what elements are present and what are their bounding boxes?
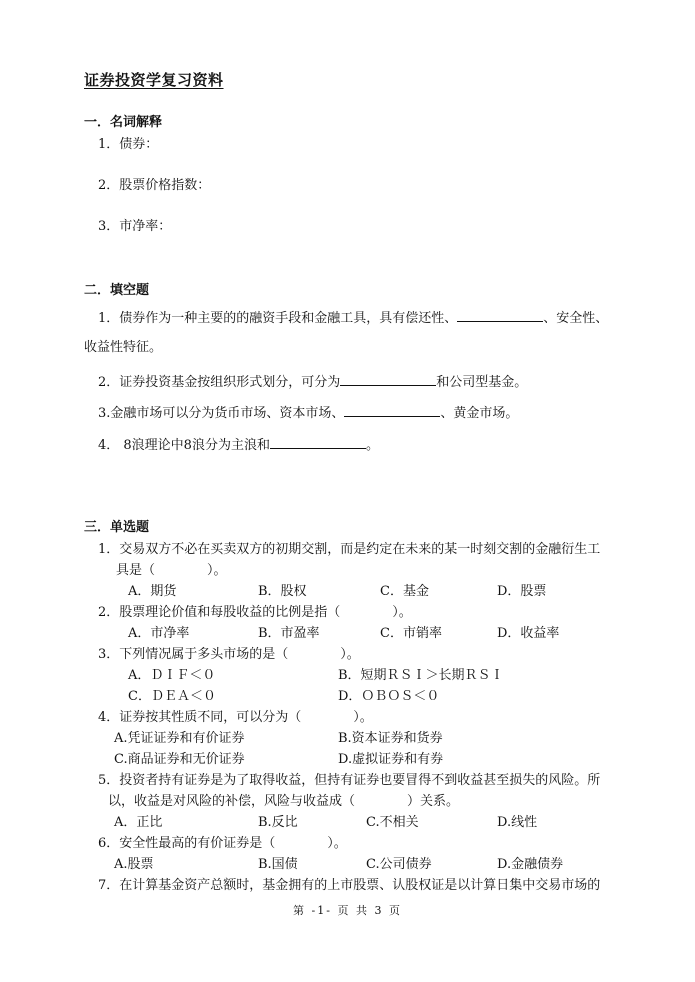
section-heading-single-choice: 三．单选题 bbox=[84, 520, 150, 535]
fill-question-2 bbox=[98, 372, 527, 391]
fill-question-text: 。 bbox=[365, 438, 379, 453]
fill-question-text: 1．债券作为一种主要的的融资手段和金融工具，具有偿还性、 bbox=[98, 311, 458, 326]
option-c: C.商品证券和无价证券 bbox=[114, 752, 245, 767]
option-a: A．正比 bbox=[114, 815, 163, 830]
choice-question-stem: 4．证券按其性质不同，可以分为（ ）。 bbox=[98, 710, 373, 725]
option-c: C．市销率 bbox=[380, 626, 442, 641]
option-c: C．ＤＥＡ＜０ bbox=[128, 689, 216, 704]
choice-question-stem-continuation: 以，收益是对风险的补偿，风险与收益成（ ）关系。 bbox=[108, 794, 460, 809]
definition-item: 1．债券： bbox=[98, 137, 159, 152]
option-b: B．短期ＲＳＩ＞长期ＲＳＩ bbox=[338, 668, 504, 683]
option-b: B．市盈率 bbox=[258, 626, 320, 641]
answer-blank bbox=[457, 308, 543, 322]
fill-question-3 bbox=[98, 403, 518, 422]
choice-question-stem: 1．交易双方不必在买卖双方的初期交割，而是约定在未来的某一时刻交割的金融衍生工 bbox=[98, 542, 601, 557]
definition-item: 3．市净率： bbox=[98, 219, 172, 234]
choice-question-stem-continuation: 具是（ ）。 bbox=[116, 563, 227, 578]
option-a: A．ＤＩＦ＜０ bbox=[128, 668, 216, 683]
fill-question-text: 、安全性、 bbox=[543, 311, 609, 326]
fill-question-1-continuation: 收益性特征。 bbox=[84, 340, 163, 355]
fill-question-text: 2．证券投资基金按组织形式划分，可分为 bbox=[98, 375, 341, 390]
option-a: A.股票 bbox=[114, 857, 154, 872]
definition-item: 2．股票价格指数： bbox=[98, 178, 211, 193]
option-d: D.金融债券 bbox=[497, 857, 564, 872]
option-b: B.国债 bbox=[258, 857, 298, 872]
section-heading-fill-in: 二．填空题 bbox=[84, 283, 150, 298]
answer-blank bbox=[344, 403, 440, 417]
option-c: C.公司债券 bbox=[366, 857, 432, 872]
option-a: A.凭证证券和有价证券 bbox=[114, 731, 245, 746]
fill-question-1 bbox=[98, 308, 608, 327]
fill-question-text: 和公司型基金。 bbox=[436, 375, 528, 390]
choice-question-stem: 7．在计算基金资产总额时，基金拥有的上市股票、认股权证是以计算日集中交易市场的 bbox=[98, 878, 601, 893]
option-d: D.虚拟证券和有券 bbox=[338, 752, 444, 767]
choice-question-stem: 5．投资者持有证券是为了取得收益，但持有证券也要冒得不到收益甚至损失的风险。所 bbox=[98, 773, 601, 788]
fill-question-text: 、黄金市场。 bbox=[440, 406, 519, 421]
option-b: B．股权 bbox=[258, 584, 307, 599]
choice-question-stem: 6．安全性最高的有价证券是（ ）。 bbox=[98, 836, 347, 851]
option-a: A．期货 bbox=[128, 584, 177, 599]
choice-question-stem: 3．下列情况属于多头市场的是（ ）。 bbox=[98, 647, 360, 662]
answer-blank bbox=[270, 435, 366, 449]
choice-question-stem: 2．股票理论价值和每股收益的比例是指（ ）。 bbox=[98, 605, 412, 620]
section-heading-definitions: 一．名词解释 bbox=[84, 115, 163, 130]
option-a: A．市净率 bbox=[128, 626, 190, 641]
option-d: D．股票 bbox=[497, 584, 547, 599]
fill-question-4 bbox=[98, 435, 379, 454]
page-footer: 第 -1- 页 共 3 页 bbox=[293, 904, 402, 917]
option-d: D.线性 bbox=[497, 815, 538, 830]
answer-blank bbox=[340, 372, 436, 386]
option-d: D．收益率 bbox=[497, 626, 560, 641]
option-d: D．ＯＢＯＳ＜０ bbox=[338, 689, 440, 704]
option-b: B.资本证券和货券 bbox=[338, 731, 443, 746]
option-b: B.反比 bbox=[258, 815, 298, 830]
fill-question-text: 3.金融市场可以分为货币市场、资本市场、 bbox=[98, 406, 345, 421]
fill-question-text: 4． 8浪理论中8浪分为主浪和 bbox=[98, 438, 270, 453]
document-title: 证券投资学复习资料 bbox=[84, 71, 224, 89]
option-c: C．基金 bbox=[380, 584, 429, 599]
option-c: C.不相关 bbox=[366, 815, 419, 830]
